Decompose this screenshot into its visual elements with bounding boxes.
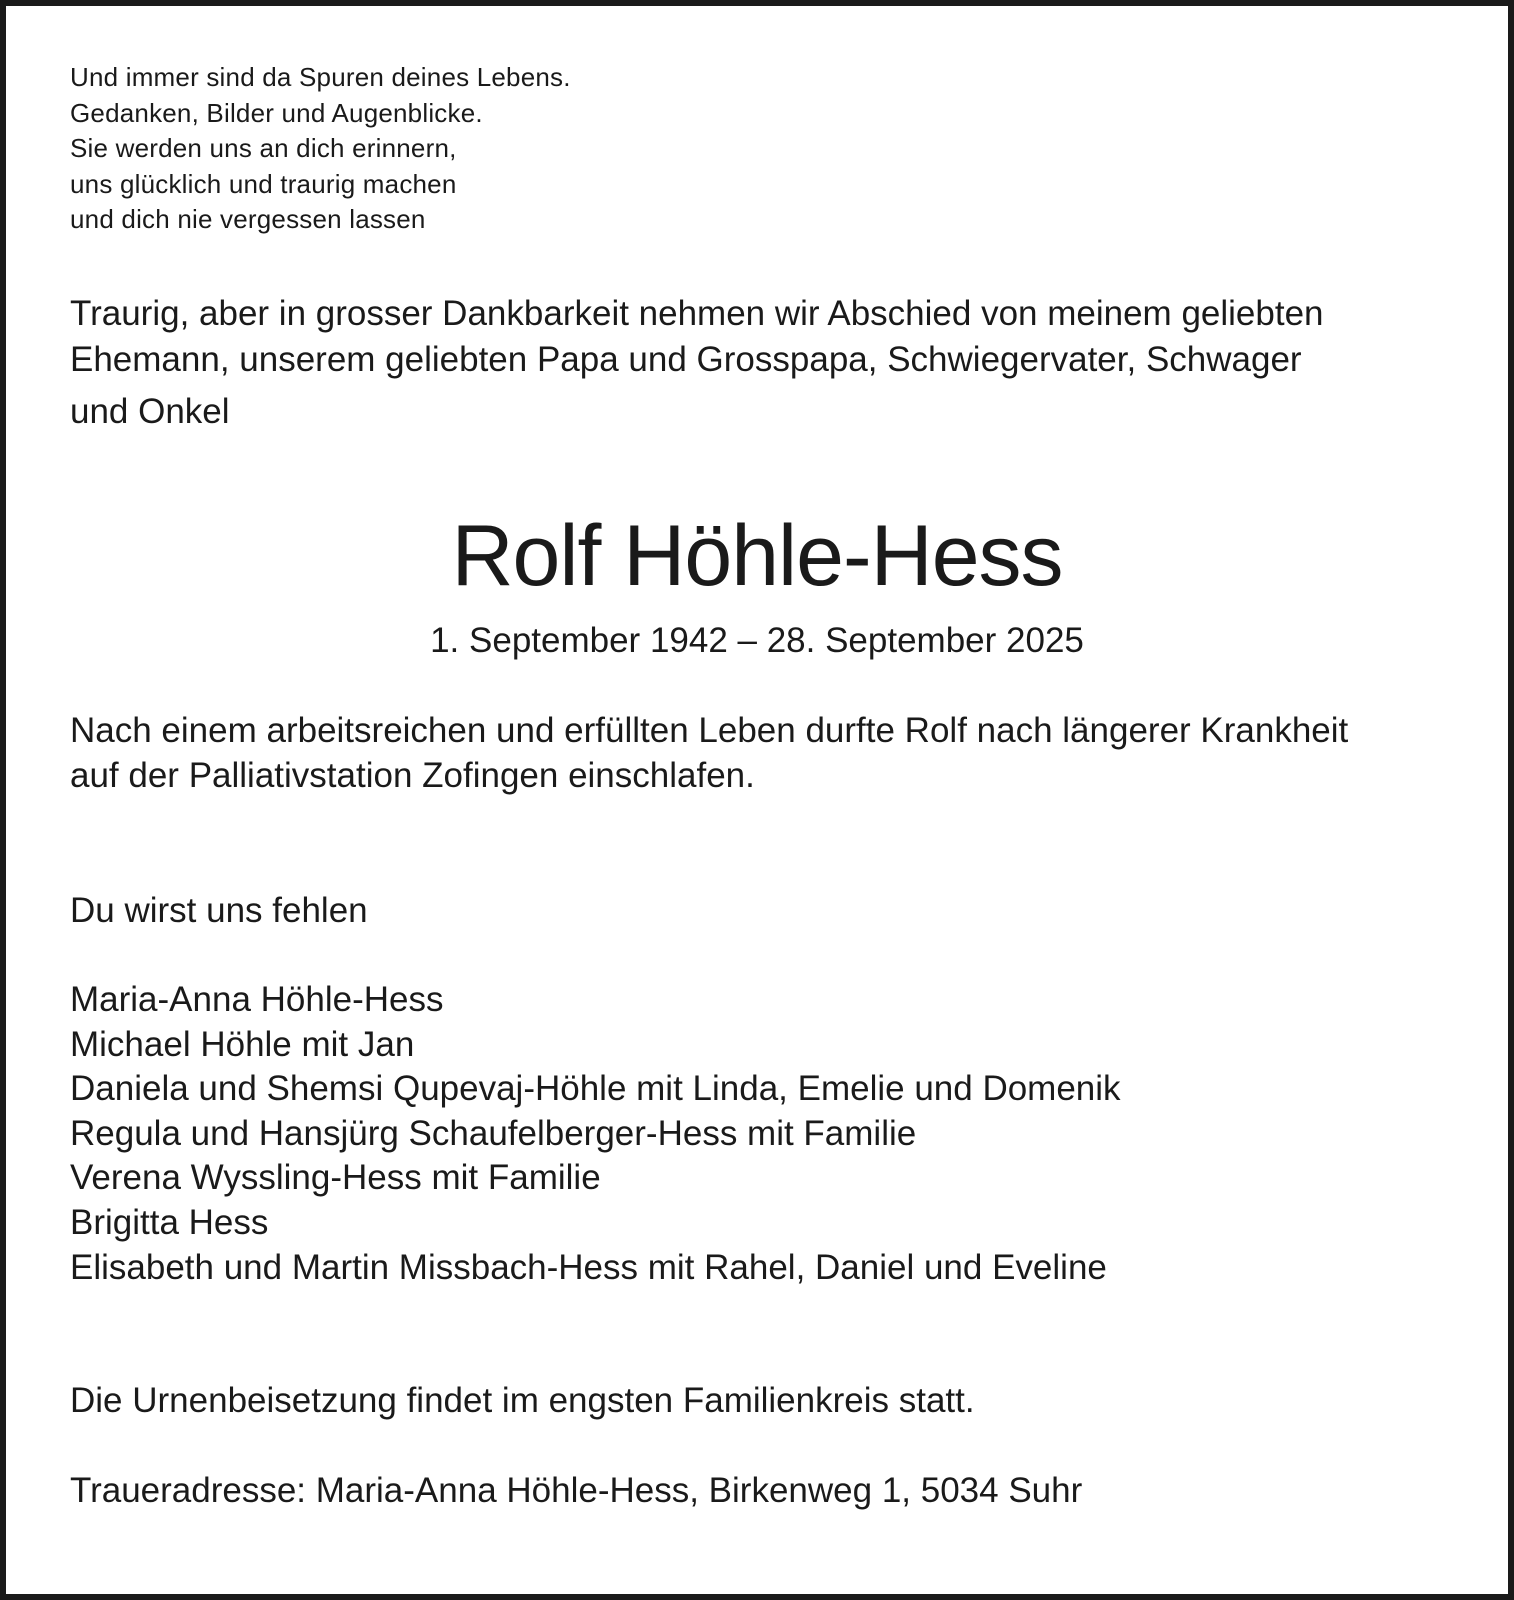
passing-line: Nach einem arbeitsreichen und erfüllten Leben durfte Rolf nach längerer Krankheit <box>70 711 1349 750</box>
mourner-entry: Maria-Anna Höhle-Hess <box>70 980 444 1019</box>
passing-line: auf der Palliativstation Zofingen einschlafen. <box>70 756 755 795</box>
mourner-entry: Brigitta Hess <box>70 1202 269 1242</box>
mourning-address: Traueradresse: Maria-Anna Höhle-Hess, Birkenweg 1, 5034 Suhr <box>70 1471 1083 1510</box>
burial-notice: Die Urnenbeisetzung findet im engsten Familienkreis statt. <box>70 1381 975 1420</box>
mourner-entry: Michael Höhle mit Jan <box>70 1024 415 1064</box>
farewell-line: Du wirst uns fehlen <box>70 891 368 930</box>
intro-line: Ehemann, unserem geliebten Papa und Grosspapa, Schwiegervater, Schwager <box>70 340 1302 379</box>
deceased-name: Rolf Höhle-Hess <box>451 508 1063 604</box>
life-dates: 1. September 1942 – 28. September 2025 <box>430 621 1084 660</box>
mourner-entry: Daniela und Shemsi Qupevaj-Höhle mit Linda, Emelie und Domenik <box>70 1069 1121 1109</box>
intro-line: und Onkel <box>70 392 230 431</box>
poem-line: Und immer sind da Spuren deines Lebens. <box>70 62 571 92</box>
poem-line: Sie werden uns an dich erinnern, <box>70 133 457 163</box>
mourner-entry: Regula und Hansjürg Schaufelberger-Hess mit Familie <box>70 1113 917 1153</box>
poem-line: Gedanken, Bilder und Augenblicke. <box>70 97 483 128</box>
intro-line: Traurig, aber in grosser Dankbarkeit nehmen wir Abschied von meinem geliebten <box>70 294 1324 333</box>
poem-line: uns glücklich und traurig machen <box>70 168 457 199</box>
mourner-entry: Verena Wyssling-Hess mit Familie <box>70 1158 601 1198</box>
mourner-entry: Elisabeth und Martin Missbach-Hess mit Rahel, Daniel und Eveline <box>70 1247 1107 1287</box>
mourners-list <box>70 978 1121 1290</box>
intro-paragraph <box>70 291 1450 435</box>
poem-line: und dich nie vergessen lassen <box>70 204 426 234</box>
passing-paragraph <box>70 708 1450 798</box>
poem <box>70 60 571 238</box>
